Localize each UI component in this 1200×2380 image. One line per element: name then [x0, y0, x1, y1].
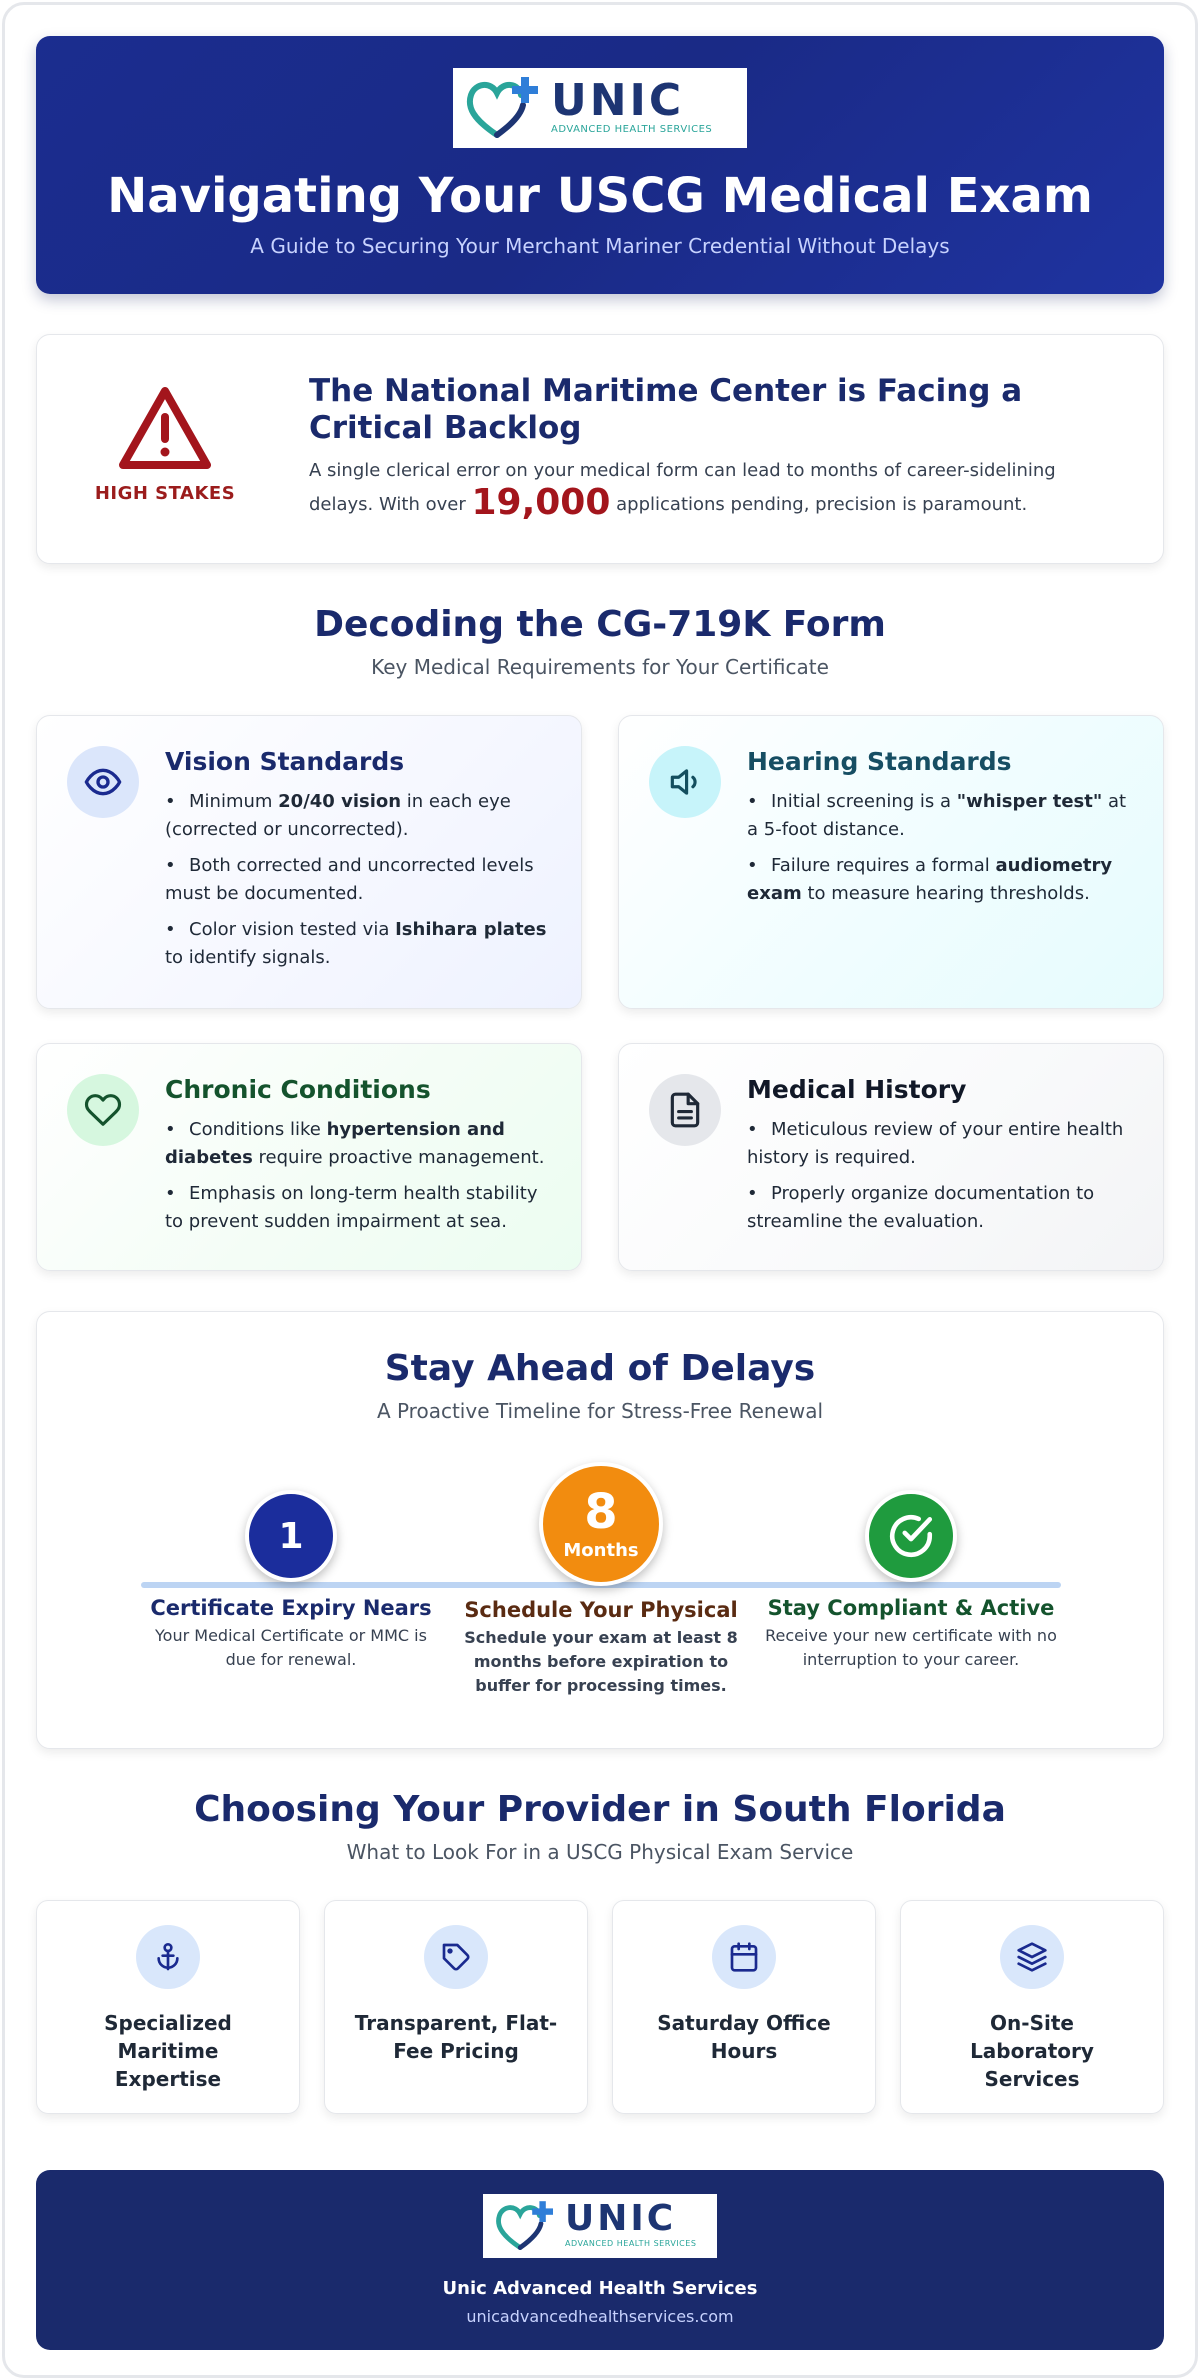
requirements-grid: [36, 715, 1164, 1271]
card-title: Hearing Standards: [747, 747, 1012, 776]
logo-word: UNIC: [551, 75, 685, 126]
list-item: • Color vision tested via Ishihara plates to identify signals.: [165, 919, 547, 968]
list-item: • Failure requires a formal audiometry exam to measure hearing thresholds.: [747, 855, 1113, 904]
timeline-step-1: [141, 1490, 441, 1672]
tag-icon: [424, 1925, 488, 1989]
providers-title: Choosing Your Provider in South Florida: [194, 1789, 1006, 1830]
providers-section-header: [36, 1789, 1164, 1864]
timeline-step-2: [451, 1462, 751, 1698]
timeline-step-3: [761, 1490, 1061, 1672]
list-item: • Properly organize documentation to streamline the evaluation.: [747, 1183, 1095, 1232]
timeline-card: [36, 1311, 1164, 1749]
check-circle-icon: [865, 1490, 957, 1582]
alert-text: [309, 455, 1109, 521]
footer: [36, 2170, 1164, 2350]
footer-company-name: Unic Advanced Health Services: [442, 2278, 758, 2299]
provider-feature-label: Transparent, Flat-Fee Pricing: [354, 2011, 558, 2063]
speaker-icon: [649, 746, 721, 818]
chronic-conditions-card: [36, 1043, 582, 1271]
list-item: • Initial screening is a "whisper test" at a 5-foot distance.: [747, 791, 1127, 840]
step-badge: 8 Months: [539, 1462, 663, 1586]
provider-feature-card: [324, 1900, 588, 2114]
alert-text-after: applications pending, precision is paramount.: [616, 494, 1028, 515]
logo-tagline: ADVANCED HEALTH SERVICES: [565, 2239, 697, 2248]
provider-feature-card: [900, 1900, 1164, 2114]
step-title: Stay Compliant & Active: [767, 1596, 1055, 1620]
layers-icon: [1000, 1925, 1064, 1989]
eye-icon: [67, 746, 139, 818]
provider-feature-label: Saturday Office Hours: [657, 2011, 831, 2063]
heart-cross-logo-icon: [463, 73, 543, 143]
calendar-icon: [712, 1925, 776, 1989]
header-logo: [453, 68, 747, 148]
step-title: Schedule Your Physical: [464, 1598, 738, 1622]
provider-feature-card: [612, 1900, 876, 2114]
list-item: • Conditions like hypertension and diabetes require proactive management.: [165, 1119, 545, 1168]
providers-subtitle: What to Look For in a USCG Physical Exam Service: [346, 1840, 854, 1864]
card-title: Medical History: [747, 1075, 967, 1104]
page-title: Navigating Your USCG Medical Exam: [107, 168, 1093, 224]
timeline-subtitle: A Proactive Timeline for Stress-Free Renewal: [376, 1399, 824, 1423]
logo-tagline: ADVANCED HEALTH SERVICES: [551, 124, 713, 135]
anchor-icon: [136, 1925, 200, 1989]
hero-header: [36, 36, 1164, 294]
step-text: Receive your new certificate with no interruption to your career.: [765, 1626, 1057, 1669]
providers-grid: [36, 1900, 1164, 2114]
form-section-title: Decoding the CG-719K Form: [314, 604, 886, 645]
footer-website-link[interactable]: unicadvancedhealthservices.com: [466, 2307, 734, 2326]
step-title: Certificate Expiry Nears: [150, 1596, 432, 1620]
vision-standards-card: [36, 715, 582, 1009]
backlog-alert-card: [36, 334, 1164, 564]
list-item: • Meticulous review of your entire health history is required.: [747, 1119, 1124, 1168]
provider-feature-label: On-Site Laboratory Services: [970, 2011, 1094, 2091]
card-title: Vision Standards: [165, 747, 405, 776]
high-stakes-label: HIGH STAKES: [94, 483, 236, 504]
alert-title: The National Maritime Center is Facing a Critical Backlog: [309, 373, 1023, 446]
warning-triangle-icon: [117, 385, 213, 471]
medical-history-card: [618, 1043, 1164, 1271]
card-title: Chronic Conditions: [165, 1075, 431, 1104]
heart-icon: [67, 1074, 139, 1146]
step-text: Schedule your exam at least 8 months before expiration to buffer for processing times.: [464, 1628, 738, 1695]
infographic: [36, 36, 1164, 2350]
document-icon: [649, 1074, 721, 1146]
timeline-title: Stay Ahead of Delays: [384, 1348, 816, 1389]
logo-word: UNIC: [565, 2198, 677, 2239]
list-item: • Minimum 20/40 vision in each eye (corrected or uncorrected).: [165, 791, 511, 840]
heart-cross-logo-icon: [493, 2198, 557, 2254]
history-list: [747, 1116, 1133, 1236]
hearing-list: [747, 788, 1133, 908]
chronic-list: [165, 1116, 551, 1236]
form-section-header: [36, 604, 1164, 679]
provider-feature-label: Specialized Maritime Expertise: [104, 2011, 232, 2091]
vision-list: [165, 788, 551, 972]
form-section-subtitle: Key Medical Requirements for Your Certificate: [371, 655, 829, 679]
list-item: • Emphasis on long-term health stability to prevent sudden impairment at sea.: [165, 1183, 538, 1232]
list-item: • Both corrected and uncorrected levels must be documented.: [165, 855, 534, 904]
hearing-standards-card: [618, 715, 1164, 1009]
step-badge: 1: [245, 1490, 337, 1582]
footer-logo: [483, 2194, 717, 2258]
step-text: Your Medical Certificate or MMC is due for renewal.: [155, 1626, 427, 1669]
page-subtitle: A Guide to Securing Your Merchant Mariner Credential Without Delays: [250, 234, 950, 258]
pending-count: 19,000: [471, 482, 611, 523]
alert-text-before: A single clerical error on your medical form can lead to months of career-sidelining delays. With over: [309, 460, 1056, 515]
provider-feature-card: [36, 1900, 300, 2114]
